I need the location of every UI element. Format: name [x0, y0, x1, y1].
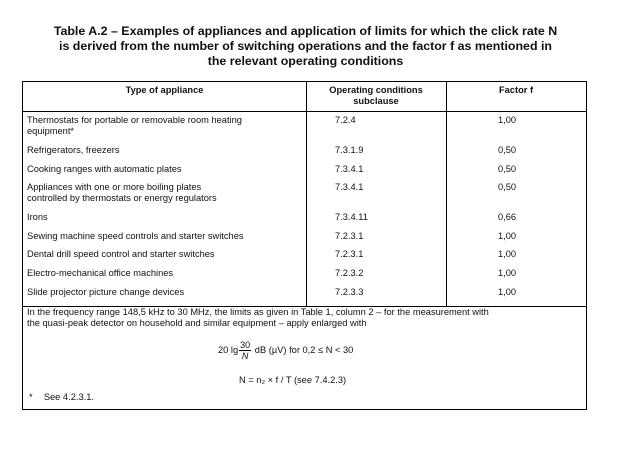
- row-5-appliance: Irons: [27, 212, 48, 222]
- row-8-subclause: 7.2.3.2: [335, 268, 364, 278]
- row-9-subclause: 7.2.3.3: [335, 287, 364, 297]
- header-factor-f: Factor f: [498, 85, 534, 95]
- limit-formula: [218, 340, 353, 361]
- column-divider: [306, 82, 307, 307]
- row-2-subclause: 7.3.1.9: [335, 145, 364, 155]
- row-2-appliance: Refrigerators, freezers: [27, 145, 120, 155]
- footnote-text: See 4.2.3.1.: [43, 392, 94, 402]
- frequency-note: [27, 307, 583, 329]
- row-4-appliance: [27, 182, 297, 204]
- row-9-appliance: Slide projector picture change devices: [27, 287, 185, 297]
- row-4-factor: 0,50: [498, 182, 517, 192]
- row-4-appliance-line-2: controlled by thermostats or energy regulators: [27, 193, 217, 203]
- row-3-subclause: 7.3.4.1: [335, 164, 364, 174]
- header-divider: [23, 111, 586, 112]
- row-3-factor: 0,50: [498, 164, 517, 174]
- formula-numerator: 30: [240, 340, 251, 350]
- row-1-appliance-line-2: equipment*: [27, 126, 75, 136]
- footnote: [29, 392, 94, 402]
- click-rate-formula: N = n₂ × f / T (see 7.4.2.3): [239, 375, 347, 385]
- table-row-appliance: [27, 115, 297, 137]
- row-9-factor: 1,00: [498, 287, 517, 297]
- title-line-1: Table A.2 – Examples of appliances and application of limits for which the click rate N: [53, 24, 558, 38]
- row-7-appliance: Dental drill speed control and starter switches: [27, 249, 215, 259]
- header-operating-conditions-line-1: Operating conditions: [329, 85, 423, 95]
- footnote-mark: *: [29, 392, 33, 402]
- header-operating-conditions-line-2: subclause: [353, 96, 399, 106]
- appliance-table: [22, 81, 587, 410]
- header-operating-conditions: [306, 85, 446, 107]
- row-6-factor: 1,00: [498, 231, 517, 241]
- row-8-appliance: Electro-mechanical office machines: [27, 268, 174, 278]
- row-4-appliance-line-1: Appliances with one or more boiling plates: [27, 182, 202, 192]
- row-8-factor: 1,00: [498, 268, 517, 278]
- table-title: [18, 24, 593, 69]
- row-3-appliance: Cooking ranges with automatic plates: [27, 164, 182, 174]
- row-7-subclause: 7.2.3.1: [335, 249, 364, 259]
- header-type-of-appliance: Type of appliance: [125, 85, 204, 95]
- row-5-factor: 0,66: [498, 212, 517, 222]
- row-1-subclause: 7.2.4: [335, 115, 356, 125]
- row-1-factor: 1,00: [498, 115, 517, 125]
- column-divider: [446, 82, 447, 307]
- row-2-factor: 0,50: [498, 145, 517, 155]
- formula-denominator: N: [241, 351, 249, 361]
- row-6-subclause: 7.2.3.1: [335, 231, 364, 241]
- row-7-factor: 1,00: [498, 249, 517, 259]
- note-line-1: In the frequency range 148,5 kHz to 30 MHz, the limits as given in Table 1, column 2 – for the measurement with: [27, 307, 489, 317]
- row-5-subclause: 7.3.4.11: [335, 212, 368, 222]
- row-6-appliance: Sewing machine speed controls and starter switches: [27, 231, 244, 241]
- note-line-2: the quasi-peak detector on household and similar equipment – apply enlarged with: [27, 318, 367, 328]
- formula-fraction: [239, 340, 251, 361]
- formula-suffix: dB (µV) for 0,2 ≤ N < 30: [254, 344, 354, 355]
- formula-prefix: 20 lg: [218, 344, 239, 355]
- row-4-subclause: 7.3.4.1: [335, 182, 364, 192]
- title-line-2: is derived from the number of switching operations and the factor f as mentioned in: [59, 39, 552, 53]
- row-1-appliance-line-1: Thermostats for portable or removable room heating: [27, 115, 242, 125]
- title-line-3: the relevant operating conditions: [207, 54, 404, 68]
